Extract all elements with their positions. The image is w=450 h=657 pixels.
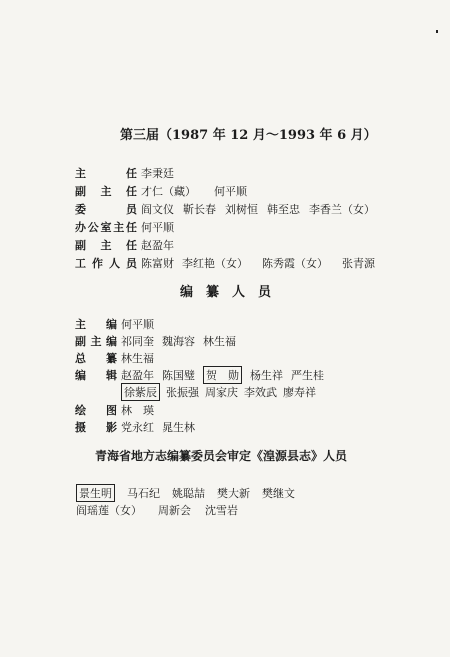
row-label: 委 员 <box>75 203 137 216</box>
row-label: 主 任 <box>75 167 137 180</box>
row-label: 副主编 <box>75 335 117 348</box>
term-row-deputy-director <box>75 183 259 199</box>
person-name: 赵盈年 <box>121 369 154 382</box>
person-name: 张振强 <box>166 386 199 399</box>
person-name: 马石纪 <box>127 487 160 500</box>
editors-row-photography <box>75 419 207 435</box>
reviewers-row-2 <box>76 502 238 518</box>
person-name: 李效武 <box>244 386 277 399</box>
editors-row-editors-continued <box>75 384 316 400</box>
row-label: 办公室主任 <box>75 221 137 234</box>
person-name: 李秉廷 <box>141 167 174 180</box>
person-name: 赵盈年 <box>141 239 174 252</box>
row-label: 摄 影 <box>75 421 117 434</box>
person-name: 李香兰（女） <box>309 203 375 216</box>
person-name: 刘树恒 <box>225 203 258 216</box>
person-name: 晁生林 <box>162 421 195 434</box>
editors-row-deputy-editor <box>75 333 248 349</box>
row-label: 总 纂 <box>75 352 117 365</box>
person-name: 樊继文 <box>262 487 295 500</box>
person-name: 何平顺 <box>121 318 154 331</box>
person-name: 林 瑛 <box>121 404 154 417</box>
term-row-deputy-director-office <box>75 237 186 253</box>
person-name: 才仁（藏） <box>141 185 196 198</box>
scan-speck <box>436 30 438 33</box>
reviewers-title: 青海省地方志编纂委员会审定《湟源县志》人员 <box>95 449 348 463</box>
person-name: 周新会 <box>158 504 191 517</box>
person-name-boxed: 贺 勋 <box>203 366 242 384</box>
person-name: 靳长春 <box>183 203 216 216</box>
term-row-staff <box>75 255 375 271</box>
person-name-boxed: 景生明 <box>76 484 115 502</box>
person-name: 姚聪喆 <box>172 487 205 500</box>
term-title: 第三届（1987 年 12 月～1993 年 6 月） <box>120 128 377 143</box>
editors-row-general-compiler <box>75 350 166 366</box>
person-name: 沈雪岩 <box>205 504 238 517</box>
person-name: 林生福 <box>121 352 154 365</box>
person-name: 魏海容 <box>162 335 195 348</box>
person-name: 周家庆 <box>205 386 238 399</box>
person-name: 李红艳（女） <box>182 257 248 270</box>
person-name: 何平顺 <box>141 221 174 234</box>
person-name: 杨生祥 <box>250 369 283 382</box>
row-label: 编 辑 <box>75 369 117 382</box>
person-name: 廖寿祥 <box>283 386 316 399</box>
editors-row-editors <box>75 367 324 383</box>
row-label: 绘 图 <box>75 404 117 417</box>
editors-row-illustration <box>75 402 166 418</box>
row-label: 副 主 任 <box>75 185 137 198</box>
row-label: 副 主 任 <box>75 239 137 252</box>
person-name: 阎瑶莲（女） <box>76 504 142 517</box>
person-name: 严生桂 <box>291 369 324 382</box>
person-name: 祁同奎 <box>121 335 154 348</box>
person-name-boxed: 徐紫辰 <box>121 383 160 401</box>
row-label: 工作人员 <box>75 257 137 270</box>
person-name: 陈秀霞（女） <box>262 257 328 270</box>
term-row-office-director <box>75 219 186 235</box>
person-name: 党永红 <box>121 421 154 434</box>
person-name: 韩至忠 <box>267 203 300 216</box>
editors-row-chief-editor <box>75 316 166 332</box>
person-name: 陈国璧 <box>162 369 195 382</box>
person-name: 何平顺 <box>214 185 247 198</box>
editors-title: 编 纂 人 员 <box>180 285 272 300</box>
person-name: 陈富财 <box>141 257 174 270</box>
term-row-members <box>75 201 375 217</box>
person-name: 阎文仪 <box>141 203 174 216</box>
person-name: 樊大新 <box>217 487 250 500</box>
row-label: 主 编 <box>75 318 117 331</box>
person-name: 张青源 <box>342 257 375 270</box>
term-row-director <box>75 165 186 181</box>
reviewers-row-1 <box>76 485 295 501</box>
person-name: 林生福 <box>203 335 236 348</box>
